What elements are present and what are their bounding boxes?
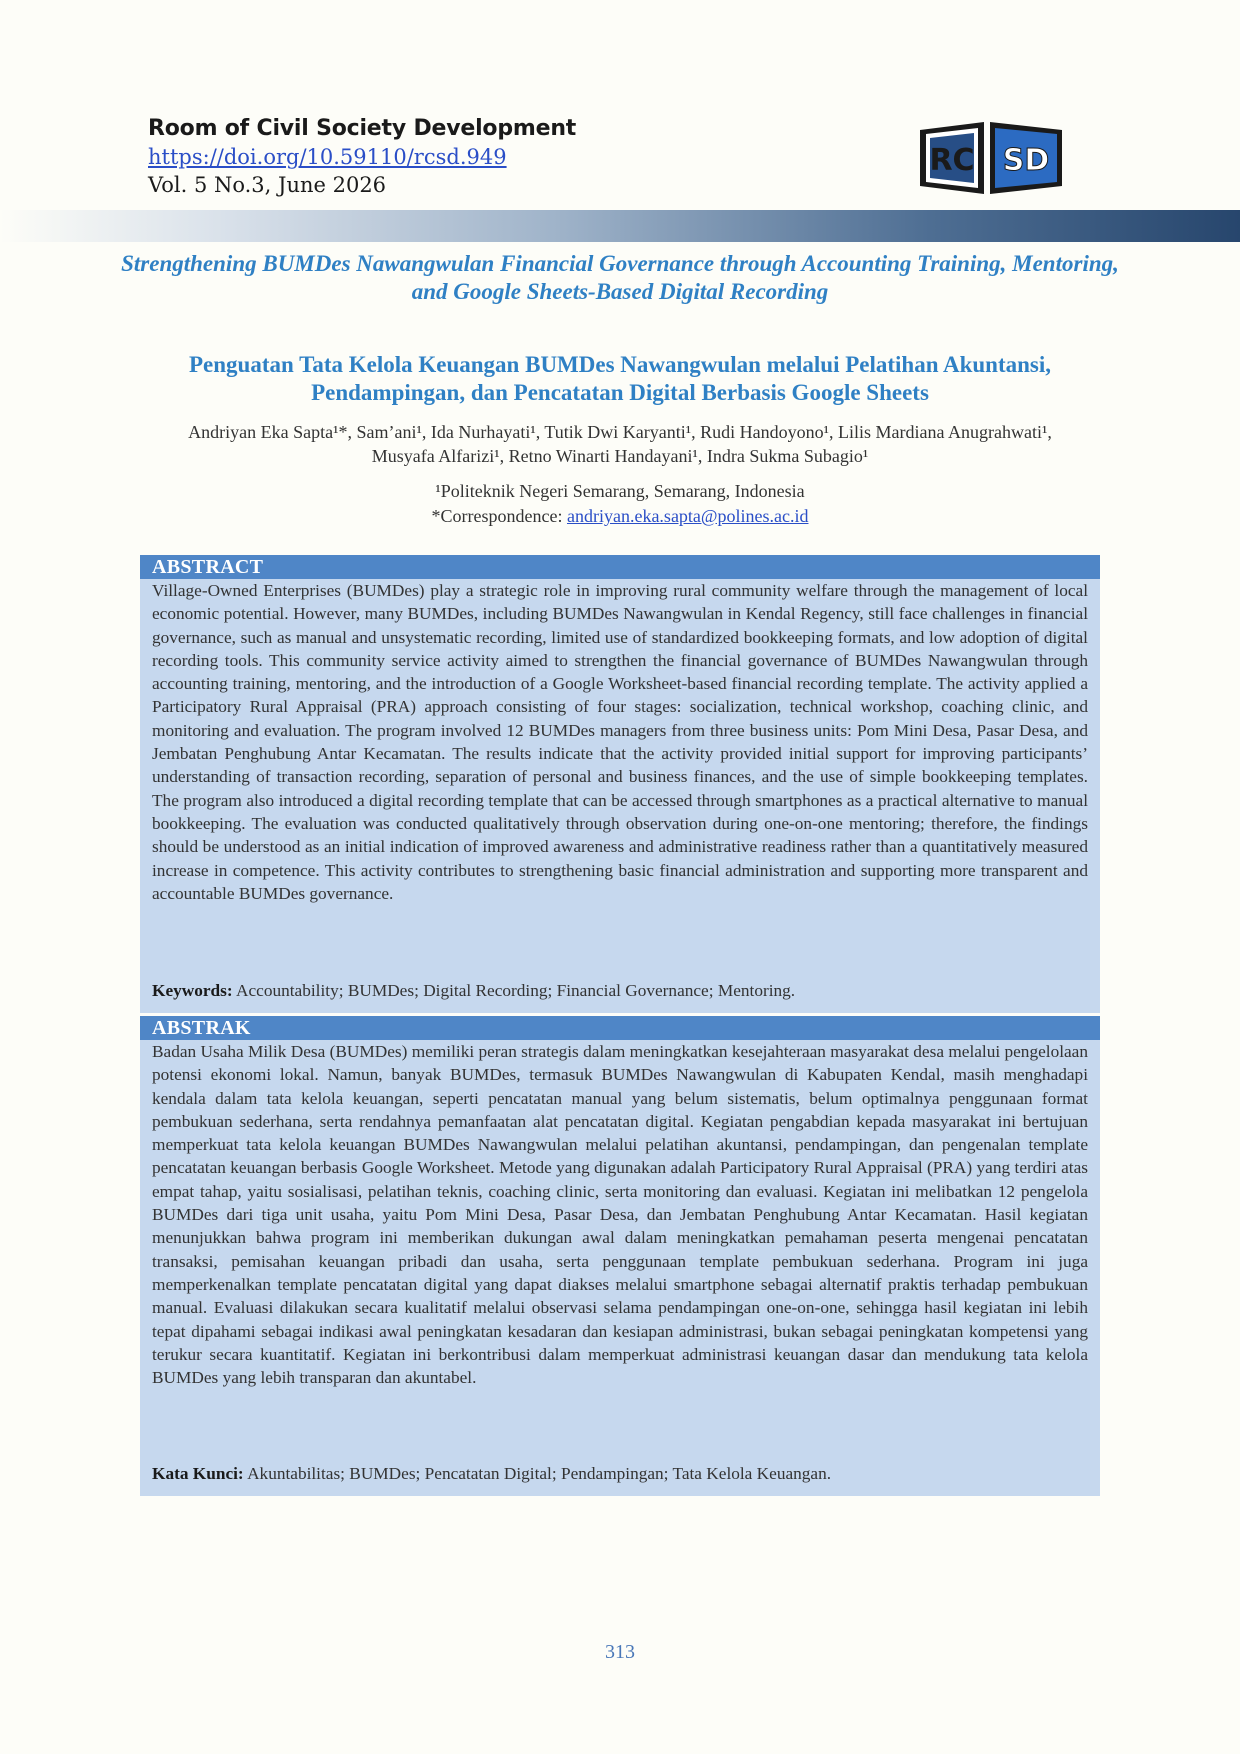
abstrak-text: Badan Usaha Milik Desa (BUMDes) memiliki peran strategis dalam meningkatkan kesejahteraan masyarakat desa melalui pengelolaan potensi ekonomi lokal. Namun, banyak BUMDes, termasuk BUMDes Nawangwulan di Kabupaten Kendal, masih menghadapi kendala dalam tata kelola keuangan, seperti pencatatan manual yang belum sistematis, belum optimalnya penggunaan format pembukuan sederhana, serta rendahnya pemanfaatan alat pencatatan digital. Kegiatan pengabdian kepada masyarakat ini bertujuan memperkuat tata kelola keuangan BUMDes Nawangwulan melalui pelatihan akuntansi, pendampingan, dan pengenalan template pencatatan keuangan berbasis Google Worksheet. Metode yang digunakan adalah Participatory Rural Appraisal (PRA) yang terdiri atas empat tahap, yaitu sosialisasi, pelatihan teknis, coaching clinic, serta monitoring dan evaluasi. Kegiatan ini melibatkan 12 pengelola BUMDes dari tiga unit usaha, yaitu Pom Mini Desa, Pasar Desa, dan Jembatan Penghubung Antar Kecamatan. Hasil kegiatan menunjukkan bahwa program ini memberikan dukungan awal dalam meningkatkan pemahaman peserta mengenai pencatatan transaksi, pemisahan keuangan pribadi dan usaha, serta penggunaan template pembukuan sederhana. Program ini juga memperkenalkan template pencatatan digital yang dapat diakses melalui smartphone sebagai alternatif praktis terhadap pembukuan manual. Evaluasi dilakukan secara kualitatif melalui observasi selama pendampingan one-on-one, sehingga hasil kegiatan ini lebih tepat dipahami sebagai indikasi awal peningkatan kesadaran dan kesiapan administrasi, bukan sebagai peningkatan kompetensi yang terukur secara kuantitatif. Kegiatan ini berkontribusi dalam memperkuat administrasi keuangan dasar dan mendukung tata kelola BUMDes yang lebih transparan dan akuntabel. [152, 1042, 1088, 1388]
page-number: 313 [605, 1641, 635, 1663]
correspondence [170, 504, 1070, 529]
keywords-list: Accountability; BUMDes; Digital Recording; Financial Governance; Mentoring. [232, 981, 796, 1000]
title-indonesian: Penguatan Tata Kelola Keuangan BUMDes Nawangwulan melalui Pelatihan Akuntansi, Pendampingan, dan Pencatatan Digital Berbasis Google Sheets [188, 352, 1051, 405]
keywords [140, 979, 807, 1002]
kata-kunci [140, 1462, 843, 1485]
journal-name: Room of Civil Society Development [148, 116, 577, 141]
journal-header [148, 116, 576, 197]
logo-text-right: SD [1002, 143, 1050, 178]
correspondence-label: *Correspondence: [431, 506, 567, 526]
abstract-heading: ABSTRACT [140, 555, 1100, 579]
kata-kunci-label: Kata Kunci: [152, 1464, 244, 1483]
abstract-indonesian-section [140, 1016, 1100, 1496]
author-list: Andriyan Eka Sapta¹*, Sam’ani¹, Ida Nurhayati¹, Tutik Dwi Karyanti¹, Rudi Handoyono¹, Lilis Mardiana Anugrahwati¹, Musyafa Alfarizi¹, Retno Winarti Handayani¹, Indra Sukma Subagio¹ [188, 422, 1052, 466]
logo-text-left: RC [929, 143, 975, 178]
abstract-english-section [140, 555, 1100, 1013]
journal-volume: Vol. 5 No.3, June 2026 [148, 173, 387, 197]
title-english: Strengthening BUMDes Nawangwulan Financial Governance through Accounting Training, Mentoring, and Google Sheets-Based Digital Recording [121, 251, 1119, 304]
correspondence-email-link[interactable]: andriyan.eka.sapta@polines.ac.id [566, 506, 809, 526]
journal-logo [918, 118, 1064, 198]
abstract-text: Village-Owned Enterprises (BUMDes) play a strategic role in improving rural community welfare through the management of local economic potential. However, many BUMDes, including BUMDes Nawangwulan in Kendal Regency, still face challenges in financial governance, such as manual and unsystematic recording, limited use of standardized bookkeeping formats, and low adoption of digital recording tools. This community service activity aimed to strengthen the financial governance of BUMDes Nawangwulan through accounting training, mentoring, and the introduction of a Google Worksheet-based financial recording template. The activity applied a Participatory Rural Appraisal (PRA) approach consisting of four stages: socialization, technical workshop, coaching clinic, and monitoring and evaluation. The program involved 12 BUMDes managers from three business units: Pom Mini Desa, Pasar Desa, and Jembatan Penghubung Antar Kecamatan. The results indicate that the activity provided initial support for improving participants’ understanding of transaction recording, separation of personal and business finances, and the use of simple bookkeeping templates. The program also introduced a digital recording template that can be accessed through smartphones as a practical alternative to manual bookkeeping. The evaluation was conducted qualitatively through observation during one-on-one mentoring; therefore, the findings should be understood as an initial indication of improved awareness and administrative readiness rather than a quantitatively measured increase in competence. This activity contributes to strengthening basic financial administration and supporting more transparent and accountable BUMDes governance. [152, 581, 1088, 903]
affiliation: ¹Politeknik Negeri Semarang, Semarang, Indonesia [435, 481, 805, 501]
header-gradient-band [0, 210, 1240, 242]
affiliation-block [170, 479, 1070, 529]
abstrak-heading: ABSTRAK [140, 1016, 1100, 1040]
doi-link[interactable]: https://doi.org/10.59110/rcsd.949 [148, 145, 507, 169]
kata-kunci-list: Akuntabilitas; BUMDes; Pencatatan Digital; Pendampingan; Tata Kelola Keuangan. [243, 1464, 832, 1483]
keywords-label: Keywords: [152, 981, 233, 1000]
